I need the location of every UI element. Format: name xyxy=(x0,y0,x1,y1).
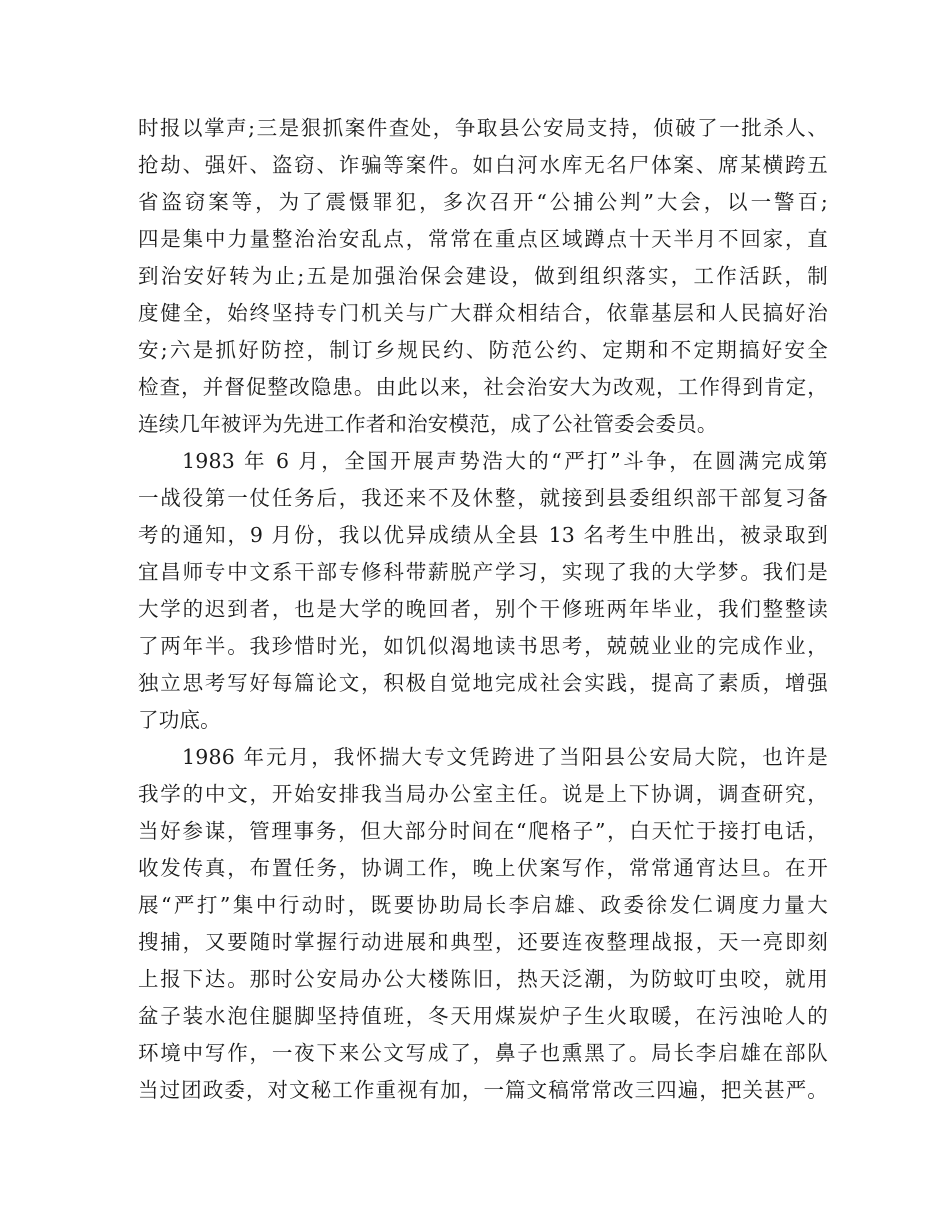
text-line: 一战役第一仗任务后，我还来不及休整，就接到县委组织部干部复习备 xyxy=(138,486,828,510)
text-line: 到治安好转为止;五是加强治保会建设，做到组织落实，工作活跃，制 xyxy=(138,264,828,288)
text-line: 了两年半。我珍惜时光，如饥似渴地读书思考，兢兢业业的完成作业， xyxy=(138,634,828,658)
text-line: 宜昌师专中文系干部专修科带薪脱产学习，实现了我的大学梦。我们是 xyxy=(138,560,828,584)
paragraph-first-line: 1983 年 6 月，全国开展声势浩大的“严打”斗争，在圆满完成第 xyxy=(182,449,828,473)
text-line: 抢劫、强奸、盗窃、诈骗等案件。如白河水库无名尸体案、席某横跨五 xyxy=(138,153,828,177)
text-line: 环境中写作，一夜下来公文写成了，鼻子也熏黑了。局长李启雄在部队 xyxy=(138,1041,828,1065)
text-line: 展“严打”集中行动时，既要协助局长李启雄、政委徐发仁调度力量大 xyxy=(138,893,828,917)
text-line: 时报以掌声;三是狠抓案件查处，争取县公安局支持，侦破了一批杀人、 xyxy=(138,116,828,140)
text-line: 连续几年被评为先进工作者和治安模范，成了公社管委会委员。 xyxy=(138,412,718,436)
text-line: 当好参谋，管理事务，但大部分时间在“爬格子”，白天忙于接打电话， xyxy=(138,819,828,843)
text-line: 搜捕，又要随时掌握行动进展和典型，还要连夜整理战报，天一亮即刻 xyxy=(138,930,828,954)
text-line: 考的通知，9 月份，我以优异成绩从全县 13 名考生中胜出，被录取到 xyxy=(138,523,828,547)
text-line: 安;六是抓好防控，制订乡规民约、防范公约、定期和不定期搞好安全 xyxy=(138,338,828,362)
text-line: 上报下达。那时公安局办公大楼陈旧，热天泛潮，为防蚊叮虫咬，就用 xyxy=(138,967,828,991)
text-line: 了功底。 xyxy=(138,708,221,732)
text-line: 大学的迟到者，也是大学的晚回者，别个干修班两年毕业，我们整整读 xyxy=(138,597,828,621)
text-line: 收发传真，布置任务，协调工作，晚上伏案写作，常常通宵达旦。在开 xyxy=(138,856,828,880)
text-line: 独立思考写好每篇论文，积极自觉地完成社会实践，提高了素质，增强 xyxy=(138,671,828,695)
text-line: 检查，并督促整改隐患。由此以来，社会治安大为改观，工作得到肯定， xyxy=(138,375,828,399)
text-line: 四是集中力量整治治安乱点，常常在重点区域蹲点十天半月不回家，直 xyxy=(138,227,828,251)
paragraph-first-line: 1986 年元月，我怀揣大专文凭跨进了当阳县公安局大院，也许是 xyxy=(182,745,828,769)
text-line: 当过团政委，对文秘工作重视有加，一篇文稿常常改三四遍，把关甚严。 xyxy=(138,1078,828,1102)
text-line: 盆子装水泡住腿脚坚持值班，冬天用煤炭炉子生火取暖，在污浊呛人的 xyxy=(138,1004,828,1028)
text-line: 度健全，始终坚持专门机关与广大群众相结合，依靠基层和人民搞好治 xyxy=(138,301,828,325)
text-line: 我学的中文，开始安排我当局办公室主任。说是上下协调，调查研究， xyxy=(138,782,828,806)
text-line: 省盗窃案等，为了震慑罪犯，多次召开“公捕公判”大会，以一警百; xyxy=(138,190,828,214)
